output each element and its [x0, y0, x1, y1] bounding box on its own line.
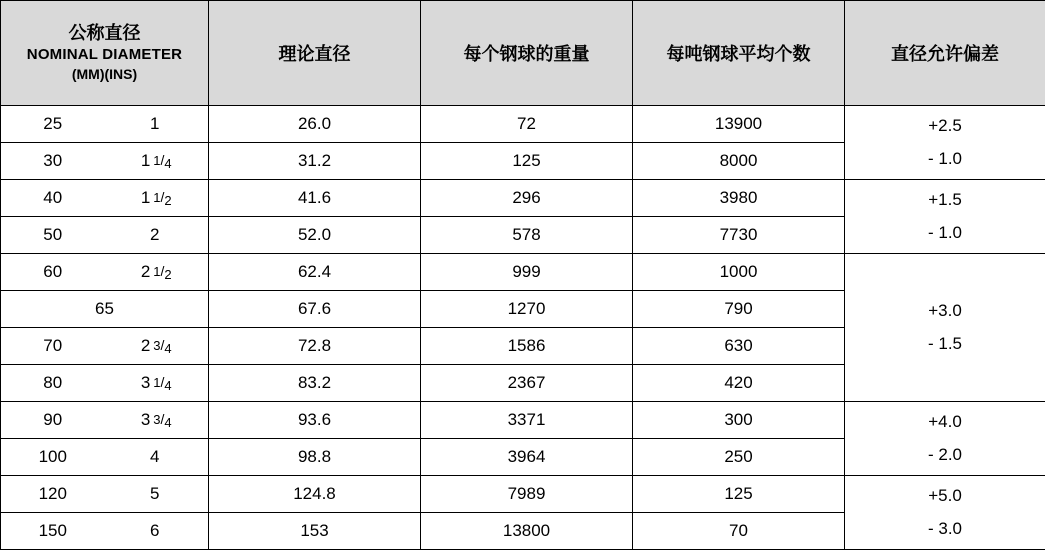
- cell-balls-per-ton: 70: [633, 513, 845, 550]
- nominal-diameter-mm: 30: [1, 151, 105, 171]
- cell-balls-per-ton: 8000: [633, 143, 845, 180]
- cell-weight-per-ball: 2367: [421, 365, 633, 402]
- cell-nominal-diameter: [1, 365, 209, 402]
- nominal-diameter-inch: 1 1/4: [105, 151, 209, 171]
- cell-balls-per-ton: 630: [633, 328, 845, 365]
- header-diameter-tolerance: 直径允许偏差: [845, 1, 1045, 106]
- cell-balls-per-ton: 3980: [633, 180, 845, 217]
- cell-balls-per-ton: 1000: [633, 254, 845, 291]
- header-theoretical-diameter: 理论直径: [209, 1, 421, 106]
- nominal-diameter-inch: 2 1/2: [105, 262, 209, 282]
- cell-nominal-diameter: [1, 180, 209, 217]
- header-nominal-diameter-cn: 公称直径: [7, 22, 202, 45]
- nominal-diameter-inch: 3 3/4: [105, 410, 209, 430]
- tolerance-plus: +3.0: [851, 295, 1039, 327]
- cell-theoretical-diameter: 31.2: [209, 143, 421, 180]
- table-row: [1, 254, 1045, 291]
- table-row: [1, 180, 1045, 217]
- tolerance-minus: - 1.5: [851, 328, 1039, 360]
- cell-nominal-diameter: [1, 254, 209, 291]
- cell-theoretical-diameter: 72.8: [209, 328, 421, 365]
- cell-nominal-diameter: [1, 328, 209, 365]
- nominal-diameter-mm: 25: [1, 114, 105, 134]
- nominal-diameter-inch: 5: [105, 484, 209, 504]
- cell-theoretical-diameter: 124.8: [209, 476, 421, 513]
- cell-weight-per-ball: 3371: [421, 402, 633, 439]
- cell-theoretical-diameter: 62.4: [209, 254, 421, 291]
- table-row: [1, 476, 1045, 513]
- cell-weight-per-ball: 3964: [421, 439, 633, 476]
- nominal-diameter-inch: 1 1/2: [105, 188, 209, 208]
- cell-weight-per-ball: 13800: [421, 513, 633, 550]
- cell-balls-per-ton: 125: [633, 476, 845, 513]
- table-body: [1, 106, 1045, 550]
- cell-weight-per-ball: 7989: [421, 476, 633, 513]
- cell-nominal-diameter: [1, 513, 209, 550]
- nominal-diameter-mm: 120: [1, 484, 105, 504]
- tolerance-plus: +1.5: [851, 184, 1039, 216]
- cell-nominal-diameter: [1, 291, 209, 328]
- table-header: [1, 1, 1045, 106]
- nominal-diameter-inch: 2 3/4: [105, 336, 209, 356]
- cell-weight-per-ball: 296: [421, 180, 633, 217]
- cell-balls-per-ton: 13900: [633, 106, 845, 143]
- nominal-diameter-inch: 1: [105, 114, 209, 134]
- tolerance-plus: +4.0: [851, 406, 1039, 438]
- nominal-diameter-mm: 90: [1, 410, 105, 430]
- nominal-diameter-mm: 40: [1, 188, 105, 208]
- cell-diameter-tolerance: [845, 402, 1045, 476]
- nominal-diameter-mm: 80: [1, 373, 105, 393]
- table-row: [1, 106, 1045, 143]
- nominal-diameter-mm: 50: [1, 225, 105, 245]
- cell-nominal-diameter: [1, 476, 209, 513]
- tolerance-minus: - 1.0: [851, 143, 1039, 175]
- nominal-diameter-mm: 70: [1, 336, 105, 356]
- tolerance-minus: - 2.0: [851, 439, 1039, 471]
- cell-theoretical-diameter: 26.0: [209, 106, 421, 143]
- cell-theoretical-diameter: 83.2: [209, 365, 421, 402]
- cell-weight-per-ball: 125: [421, 143, 633, 180]
- header-weight-per-ball: 每个钢球的重量: [421, 1, 633, 106]
- nominal-diameter-mm: 60: [1, 262, 105, 282]
- header-balls-per-ton: 每吨钢球平均个数: [633, 1, 845, 106]
- cell-nominal-diameter: [1, 439, 209, 476]
- cell-diameter-tolerance: [845, 106, 1045, 180]
- header-nominal-diameter-en: NOMINAL DIAMETER: [7, 45, 202, 65]
- nominal-diameter-inch: 3 1/4: [105, 373, 209, 393]
- table-row: [1, 402, 1045, 439]
- cell-weight-per-ball: 1270: [421, 291, 633, 328]
- nominal-diameter-inch: 2: [105, 225, 209, 245]
- cell-theoretical-diameter: 93.6: [209, 402, 421, 439]
- cell-weight-per-ball: 578: [421, 217, 633, 254]
- header-row: [1, 1, 1045, 106]
- cell-weight-per-ball: 72: [421, 106, 633, 143]
- cell-balls-per-ton: 7730: [633, 217, 845, 254]
- cell-nominal-diameter: [1, 402, 209, 439]
- cell-theoretical-diameter: 41.6: [209, 180, 421, 217]
- tolerance-plus: +5.0: [851, 480, 1039, 512]
- tolerance-minus: - 1.0: [851, 217, 1039, 249]
- nominal-diameter-mm: 150: [1, 521, 105, 541]
- nominal-diameter-inch: 4: [105, 447, 209, 467]
- header-nominal-diameter-unit: (MM)(INS): [7, 65, 202, 85]
- cell-balls-per-ton: 300: [633, 402, 845, 439]
- tolerance-plus: +2.5: [851, 110, 1039, 142]
- cell-theoretical-diameter: 98.8: [209, 439, 421, 476]
- cell-theoretical-diameter: 153: [209, 513, 421, 550]
- cell-theoretical-diameter: 67.6: [209, 291, 421, 328]
- cell-nominal-diameter: [1, 143, 209, 180]
- cell-diameter-tolerance: [845, 180, 1045, 254]
- cell-theoretical-diameter: 52.0: [209, 217, 421, 254]
- cell-diameter-tolerance: [845, 254, 1045, 402]
- nominal-diameter-mm: 100: [1, 447, 105, 467]
- nominal-diameter-inch: 6: [105, 521, 209, 541]
- cell-weight-per-ball: 999: [421, 254, 633, 291]
- cell-nominal-diameter: [1, 106, 209, 143]
- cell-nominal-diameter: [1, 217, 209, 254]
- header-nominal-diameter: [1, 1, 209, 106]
- cell-diameter-tolerance: [845, 476, 1045, 550]
- tolerance-minus: - 3.0: [851, 513, 1039, 545]
- nominal-diameter-mm: 65: [1, 299, 208, 319]
- cell-balls-per-ton: 420: [633, 365, 845, 402]
- cell-balls-per-ton: 250: [633, 439, 845, 476]
- cell-balls-per-ton: 790: [633, 291, 845, 328]
- cell-weight-per-ball: 1586: [421, 328, 633, 365]
